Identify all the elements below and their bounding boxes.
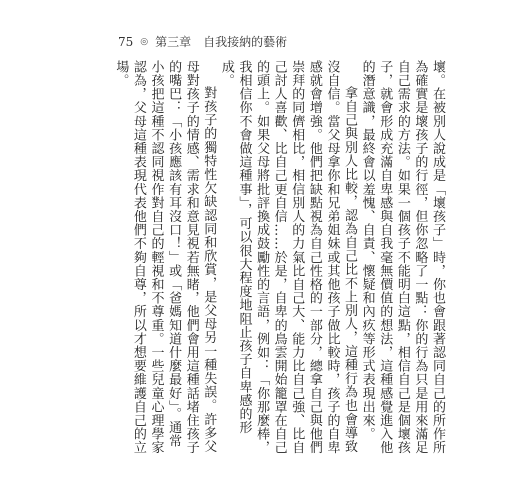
paragraph-3: 對孩子的獨特性欠缺認同和欣賞，是父母另一種失誤。許多父母對孩子的情感、需求和意見視若無睹，他們會用這種話堵住孩子的嘴巴：「小孩應該有耳沒口！」或「爸媽知道什麼最好」。通常小孩把這種不認同視作對自己的輕視和不尊重。一些兒童心理學家認為，父母這種表現代表他們不夠自尊，所以才想要維護自己的立場。 [113, 60, 217, 455]
body-text [113, 60, 446, 460]
chapter-title: 第三章 自我接納的藝術 [155, 35, 288, 49]
separator-icon: ◎ [140, 36, 149, 47]
paragraph-1: 壞。在被別人說成是「壞孩子」時，你也會跟著認同自己的所作所為確實是壞孩子的行徑，但你忽略了一點：你的行為只是用來滿足自己需求的方法。如果一個孩子不能明白這點，相信自己是個壞孩子，就會形成充滿自卑感與自我毫無價值的想法，這種感覺進入他的潛意識，最終會以羞愧、自責、懷疑和內疚等形式表現出來。 [359, 60, 445, 455]
page-header [118, 33, 287, 50]
page-number: 75 [118, 34, 134, 49]
paragraph-2: 拿自己與別人比較，認為自己比不上別人，這種行為也會導致沒自信。當父母拿你和兄弟姐妹或其他孩子做比較時，孩子的自卑感就會增強。他們把缺點視為自己性格的一部分，總拿自己與他們崇拜的同儕相比，相信別人的力氣比自己大、能力比自己強、比自己討人喜歡、比自己更自信……於是，自卑的鳥雲開始籠罩在自己的頭上。如果父母將批評換成鼓勵性的言語，例如：「你那麼棒，我相信你不會做這種事」，可以很大程度地阻止孩子自卑感的形成。 [218, 60, 358, 455]
